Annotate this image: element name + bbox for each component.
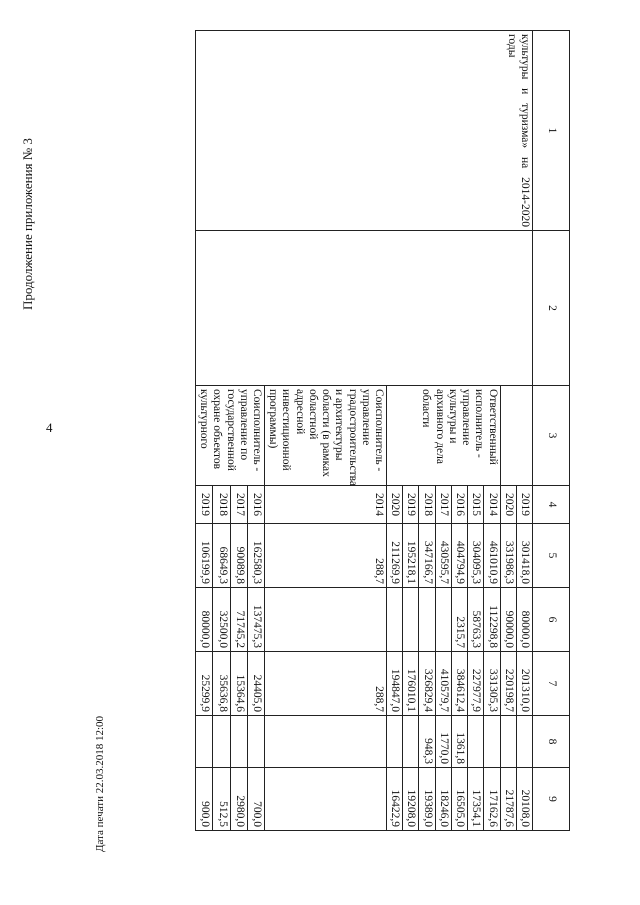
table-cell: 15364,6 [230, 652, 247, 716]
table-cell: 18246,0 [435, 768, 451, 831]
table-cell: 201310,0 [516, 652, 532, 716]
table-cell [387, 716, 403, 768]
table-cell: 430595,7 [435, 524, 451, 588]
year-cell: 2017 [230, 486, 247, 524]
table-cell: 19208,0 [403, 768, 419, 831]
continuation-title: Продолжение приложения № 3 [20, 138, 35, 310]
print-date: Дата печати 22.03.2018 12:00 [94, 715, 106, 852]
year-cell: 2020 [500, 486, 516, 524]
table-cell [484, 716, 500, 768]
year-cell: 2015 [468, 486, 484, 524]
table-cell: 80000,0 [195, 588, 212, 652]
table-cell: 2980,0 [230, 768, 247, 831]
table-cell: 227977,9 [468, 652, 484, 716]
rotated-table-wrapper [150, 30, 570, 830]
year-cell: 2019 [403, 486, 419, 524]
program-name-cell: культуры и туризма» на 2014-2020 годы [195, 31, 532, 231]
table-cell: 162580,3 [247, 524, 264, 588]
table-cell: 25299,9 [195, 652, 212, 716]
table-cell: 90089,8 [230, 524, 247, 588]
table-cell: 71745,2 [230, 588, 247, 652]
year-cell: 2019 [516, 486, 532, 524]
table-cell: 90000,0 [500, 588, 516, 652]
table-cell [435, 588, 451, 652]
table-cell: 1361,8 [451, 716, 467, 768]
table-cell: 21787,6 [500, 768, 516, 831]
header-cell: 6 [533, 588, 570, 652]
table-cell: 58763,3 [468, 588, 484, 652]
table-cell: 16505,0 [451, 768, 467, 831]
year-cell: 2018 [419, 486, 435, 524]
empty-cell [195, 231, 532, 386]
table-cell [213, 716, 230, 768]
table-cell: 288,7 [265, 652, 387, 716]
table-cell [500, 716, 516, 768]
table-cell: 461010,9 [484, 524, 500, 588]
table-cell: 410579,7 [435, 652, 451, 716]
table-cell [516, 716, 532, 768]
responsible-executor-cell: Ответственный исполнитель - управление культуры и архивного дела области [387, 386, 501, 486]
table-cell: 195218,1 [403, 524, 419, 588]
table-cell: 19389,0 [419, 768, 435, 831]
empty-cell [500, 386, 532, 486]
year-cell: 2019 [195, 486, 212, 524]
table-cell: 106199,9 [195, 524, 212, 588]
table-cell: 32500,0 [213, 588, 230, 652]
table-cell: 347166,7 [419, 524, 435, 588]
table-cell [247, 716, 264, 768]
table-cell: 137475,3 [247, 588, 264, 652]
year-cell: 2016 [451, 486, 467, 524]
table-cell [265, 716, 387, 768]
table-cell: 20108,0 [516, 768, 532, 831]
header-cell: 7 [533, 652, 570, 716]
year-cell: 2016 [247, 486, 264, 524]
year-cell: 2014 [265, 486, 387, 524]
table-cell: 404794,9 [451, 524, 467, 588]
table-cell [468, 716, 484, 768]
table-cell [265, 768, 387, 831]
table-cell [265, 588, 387, 652]
table-cell: 211269,9 [387, 524, 403, 588]
header-row [533, 31, 570, 831]
table-cell: 17162,6 [484, 768, 500, 831]
table-cell: 2315,7 [451, 588, 467, 652]
table-cell: 176010,1 [403, 652, 419, 716]
program-table [195, 30, 570, 831]
table-cell: 301418,0 [516, 524, 532, 588]
table-cell: 68649,3 [213, 524, 230, 588]
page-number: 4 [46, 420, 53, 435]
header-cell: 9 [533, 768, 570, 831]
table-cell: 331986,3 [500, 524, 516, 588]
table-cell: 24405,0 [247, 652, 264, 716]
co-executor-cell: Соисполнитель - управление по государственной охране объектов культурного [195, 386, 264, 486]
header-cell: 8 [533, 716, 570, 768]
table-cell: 512,5 [213, 768, 230, 831]
table-cell: 304095,3 [468, 524, 484, 588]
table-cell: 112298,8 [484, 588, 500, 652]
header-cell: 4 [533, 486, 570, 524]
table-cell: 194847,0 [387, 652, 403, 716]
table-cell: 17354,1 [468, 768, 484, 831]
table-cell: 900,0 [195, 768, 212, 831]
table-cell [403, 716, 419, 768]
year-cell: 2014 [484, 486, 500, 524]
table-cell [230, 716, 247, 768]
table-cell: 1770,0 [435, 716, 451, 768]
co-executor-cell: Соисполнитель - управление градостроительства и архитектуры области (в рамках областной адресной инвестиционной программы) [265, 386, 387, 486]
table-cell: 384612,4 [451, 652, 467, 716]
table-cell: 220198,7 [500, 652, 516, 716]
table-cell: 700,0 [247, 768, 264, 831]
table-cell: 16422,9 [387, 768, 403, 831]
table-cell [195, 716, 212, 768]
header-cell: 3 [533, 386, 570, 486]
header-cell: 5 [533, 524, 570, 588]
table-cell: 35636,8 [213, 652, 230, 716]
table-cell: 326829,4 [419, 652, 435, 716]
table-cell [419, 588, 435, 652]
year-cell: 2020 [387, 486, 403, 524]
table-cell: 948,3 [419, 716, 435, 768]
table-cell: 288,7 [265, 524, 387, 588]
table-row [516, 31, 532, 831]
year-cell: 2017 [435, 486, 451, 524]
header-cell: 1 [533, 31, 570, 231]
year-cell: 2018 [213, 486, 230, 524]
table-cell: 331305,3 [484, 652, 500, 716]
table-cell: 80000,0 [516, 588, 532, 652]
table-cell [387, 588, 403, 652]
header-cell: 2 [533, 231, 570, 386]
table-cell [403, 588, 419, 652]
